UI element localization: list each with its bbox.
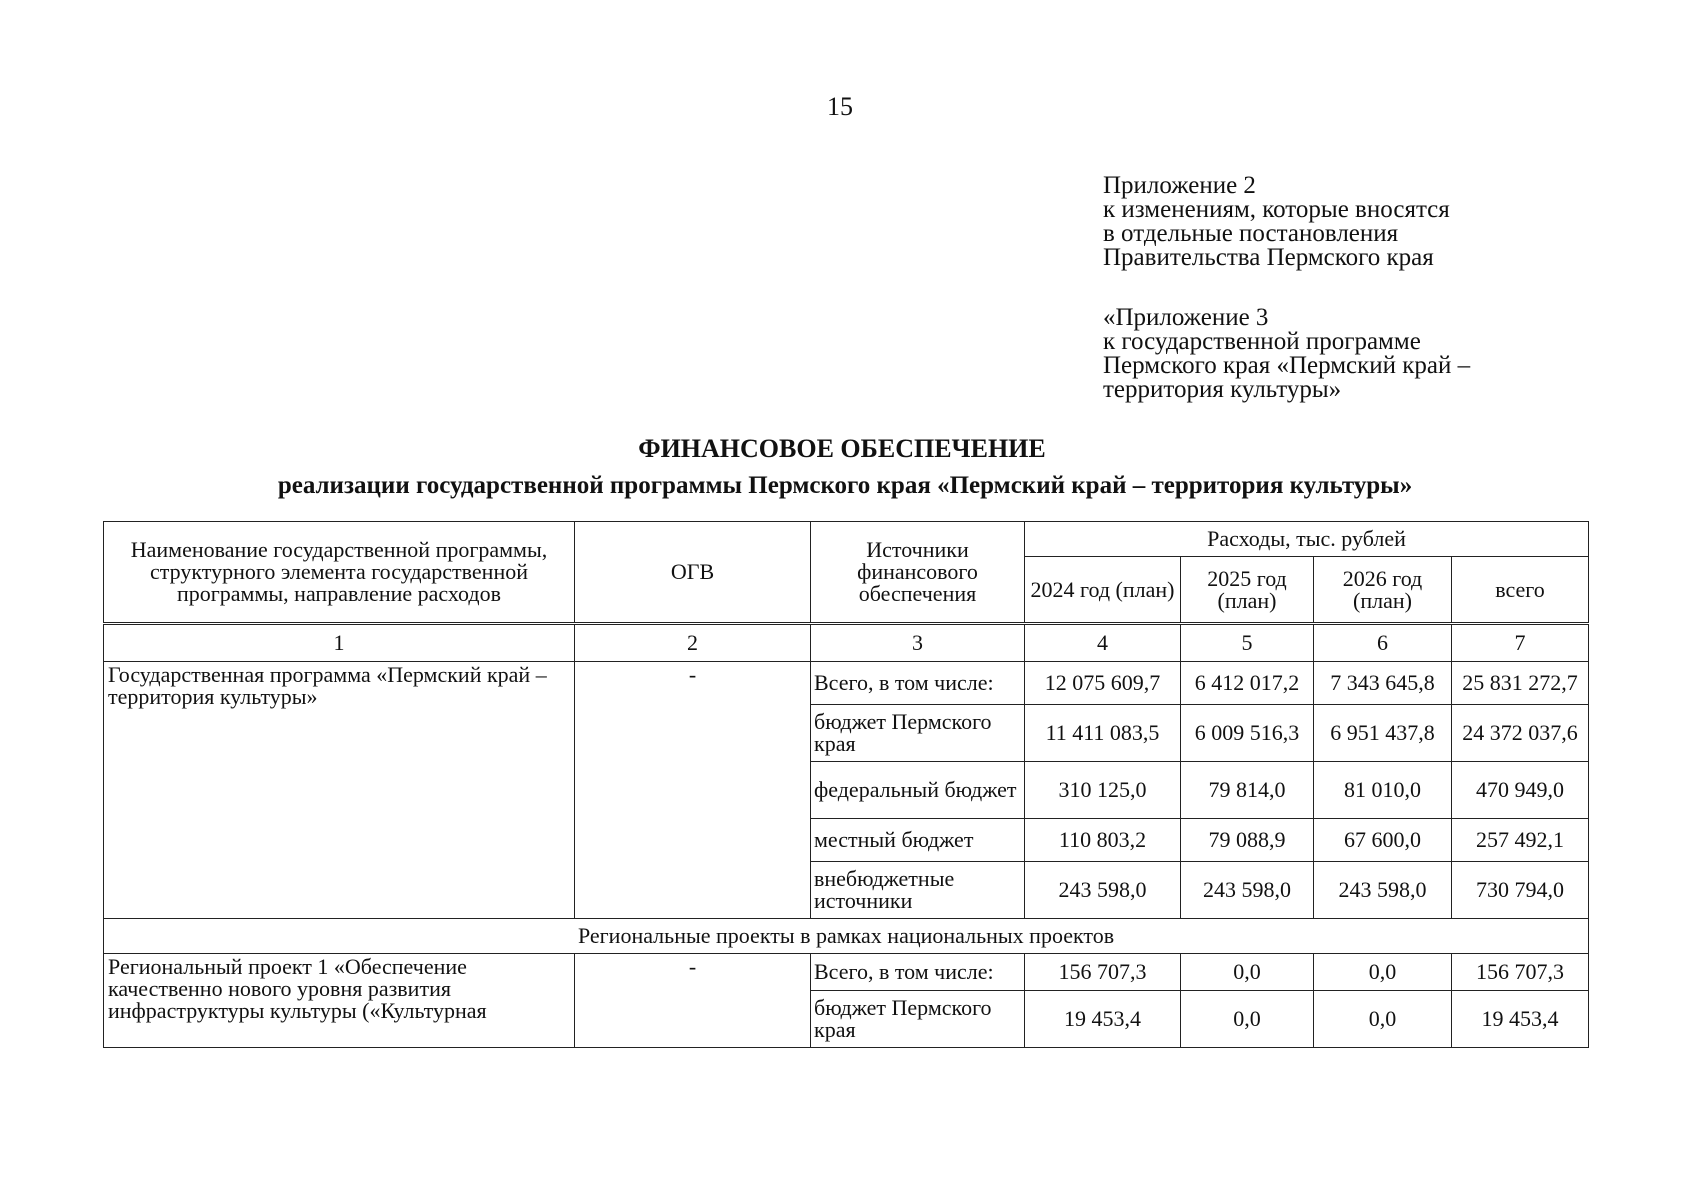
value-2026: 0,0 — [1314, 991, 1452, 1048]
column-number: 3 — [811, 624, 1025, 662]
value-2024: 19 453,4 — [1025, 991, 1181, 1048]
value-2026: 67 600,0 — [1314, 819, 1452, 862]
column-number: 7 — [1452, 624, 1589, 662]
table-row — [104, 954, 1589, 991]
table-row — [104, 662, 1589, 705]
project-name: Региональный проект 1 «Обеспечение качественно нового уровня развития инфраструктуры культуры («Культурная — [104, 954, 575, 1048]
appendix-3-note — [1103, 306, 1470, 402]
project-ogv: - — [575, 954, 811, 1048]
value-total: 470 949,0 — [1452, 762, 1589, 819]
value-total: 25 831 272,7 — [1452, 662, 1589, 705]
value-2026: 81 010,0 — [1314, 762, 1452, 819]
header-expenses: Расходы, тыс. рублей — [1025, 522, 1589, 557]
appendix-3-line: территория культуры» — [1103, 376, 1342, 403]
value-2024: 12 075 609,7 — [1025, 662, 1181, 705]
section-title: Региональные проекты в рамках национальных проектов — [104, 919, 1589, 954]
header-ogv: ОГВ — [575, 522, 811, 624]
value-2025: 0,0 — [1181, 954, 1314, 991]
column-number: 2 — [575, 624, 811, 662]
column-number: 4 — [1025, 624, 1181, 662]
header-total: всего — [1452, 557, 1589, 624]
value-2025: 6 412 017,2 — [1181, 662, 1314, 705]
appendix-3-line: «Приложение 3 — [1103, 304, 1269, 331]
column-number: 5 — [1181, 624, 1314, 662]
column-number: 6 — [1314, 624, 1452, 662]
source-cell: Всего, в том числе: — [811, 662, 1025, 705]
header-year-2025: 2025 год (план) — [1181, 557, 1314, 624]
appendix-2-line: Приложение 2 — [1103, 172, 1256, 199]
document-title — [0, 434, 1690, 464]
document-subtitle: реализации государственной программы Пермского края «Пермский край – территория культуры» — [277, 472, 1413, 499]
program-ogv: - — [575, 662, 811, 919]
value-2024: 243 598,0 — [1025, 862, 1181, 919]
appendix-2-line: в отдельные постановления — [1103, 220, 1399, 247]
section-row — [104, 919, 1589, 954]
financing-table — [103, 521, 1589, 1048]
appendix-2-line: к изменениям, которые вносятся — [1103, 196, 1450, 223]
value-2025: 79 088,9 — [1181, 819, 1314, 862]
source-cell: внебюджетные источники — [811, 862, 1025, 919]
value-2026: 0,0 — [1314, 954, 1452, 991]
value-total: 257 492,1 — [1452, 819, 1589, 862]
header-sources: Источники финансового обеспечения — [811, 522, 1025, 624]
header-name: Наименование государственной программы, структурного элемента государственной программы, направление расходов — [104, 522, 575, 624]
header-year-2024: 2024 год (план) — [1025, 557, 1181, 624]
column-numbers-row — [104, 624, 1589, 662]
value-2024: 310 125,0 — [1025, 762, 1181, 819]
value-2024: 156 707,3 — [1025, 954, 1181, 991]
value-2024: 11 411 083,5 — [1025, 705, 1181, 762]
value-2026: 7 343 645,8 — [1314, 662, 1452, 705]
document-title-text: ФИНАНСОВОЕ ОБЕСПЕЧЕНИЕ — [638, 434, 1046, 463]
value-2024: 110 803,2 — [1025, 819, 1181, 862]
column-number: 1 — [104, 624, 575, 662]
table-header-row — [104, 522, 1589, 557]
source-cell: бюджет Пермского края — [811, 991, 1025, 1048]
appendix-2-note — [1103, 174, 1450, 270]
program-name: Государственная программа «Пермский край – территория культуры» — [104, 662, 575, 919]
appendix-3-line: к государственной программе — [1103, 328, 1421, 355]
value-2026: 6 951 437,8 — [1314, 705, 1452, 762]
value-2025: 243 598,0 — [1181, 862, 1314, 919]
value-total: 19 453,4 — [1452, 991, 1589, 1048]
value-2025: 0,0 — [1181, 991, 1314, 1048]
source-cell: федеральный бюджет — [811, 762, 1025, 819]
header-year-2026: 2026 год (план) — [1314, 557, 1452, 624]
value-total: 156 707,3 — [1452, 954, 1589, 991]
value-2025: 6 009 516,3 — [1181, 705, 1314, 762]
appendix-2-line: Правительства Пермского края — [1103, 244, 1434, 271]
value-total: 730 794,0 — [1452, 862, 1589, 919]
value-total: 24 372 037,6 — [1452, 705, 1589, 762]
value-2026: 243 598,0 — [1314, 862, 1452, 919]
value-2025: 79 814,0 — [1181, 762, 1314, 819]
source-cell: бюджет Пермского края — [811, 705, 1025, 762]
source-cell: местный бюджет — [811, 819, 1025, 862]
source-cell: Всего, в том числе: — [811, 954, 1025, 991]
appendix-3-line: Пермского края «Пермский край – — [1103, 352, 1471, 379]
page-number: 15 — [827, 92, 853, 121]
